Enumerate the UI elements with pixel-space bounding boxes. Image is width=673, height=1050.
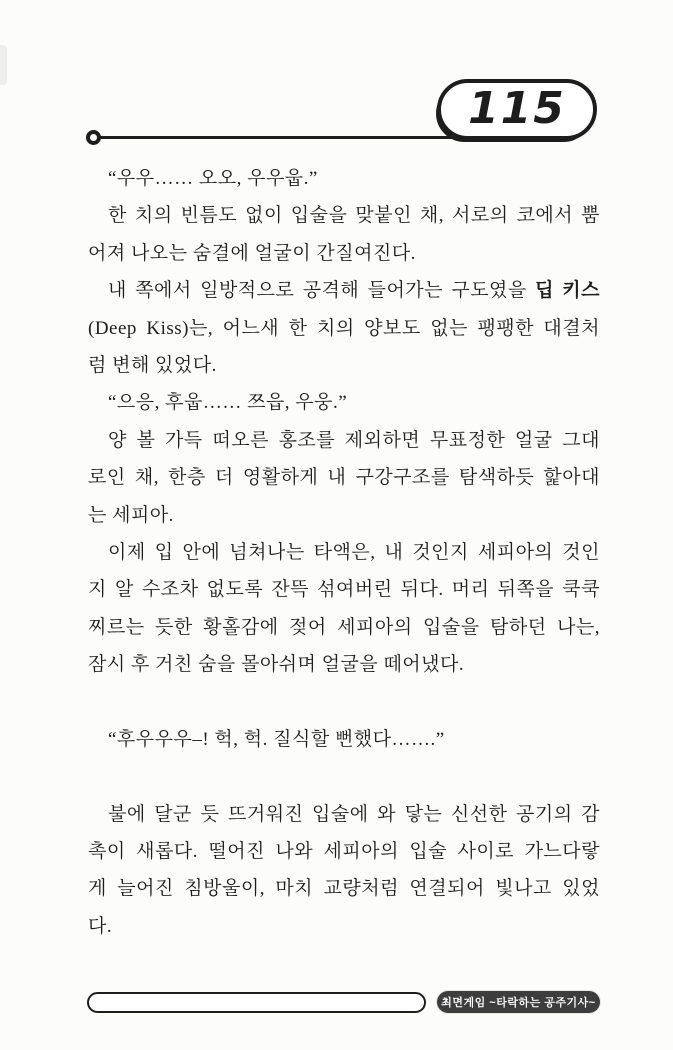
narration-line: 지 알 수조차 없도록 잔뜩 섞여버린 뒤다. 머리 뒤쪽을 쿡쿡 bbox=[88, 579, 600, 601]
series-title-badge bbox=[437, 991, 600, 1013]
narration-line: 찌르는 듯한 황홀감에 젖어 세피아의 입술을 탐하던 나는, bbox=[88, 616, 600, 638]
narration-line: 로인 채, 한층 더 영활하게 내 구강구조를 탐색하듯 핥아대 bbox=[88, 467, 600, 489]
body-text bbox=[88, 160, 600, 945]
page-number: 115 bbox=[468, 83, 566, 134]
narration-line: 한 치의 빈틈도 없이 입술을 맞붙인 채, 서로의 코에서 뿜 bbox=[108, 205, 600, 227]
header-rule-line bbox=[93, 136, 453, 139]
narration-line: 양 볼 가득 떠오른 홍조를 제외하면 무표정한 얼굴 그대 bbox=[108, 429, 600, 451]
dialogue-line: “우우…… 오오, 우우웁.” bbox=[108, 168, 318, 189]
narration-line: 잠시 후 거친 숨을 몰아쉬며 얼굴을 떼어냈다. bbox=[88, 654, 465, 676]
blank-line bbox=[88, 683, 600, 720]
narration-line: 이제 입 안에 넘쳐나는 타액은, 내 것인지 세피아의 것인 bbox=[108, 541, 600, 563]
page-number-badge bbox=[437, 79, 597, 140]
blank-line bbox=[88, 758, 600, 795]
narration-line: 촉이 새롭다. 떨어진 나와 세피아의 입술 사이로 가느다랗 bbox=[88, 841, 600, 863]
rule-end-circle-icon bbox=[86, 130, 101, 145]
narration-line: 내 쪽에서 일방적으로 공격해 들어가는 구도였을 딥 키스 bbox=[108, 280, 600, 302]
narration-line: (Deep Kiss)는, 어느새 한 치의 양보도 없는 팽팽한 대결처 bbox=[88, 317, 600, 339]
narration-line: 불에 달군 듯 뜨거워진 입술에 와 닿는 신선한 공기의 감 bbox=[108, 803, 600, 825]
narration-line: 게 늘어진 침방울이, 마치 교량처럼 연결되어 빛나고 있었 bbox=[88, 878, 600, 900]
scan-artifact bbox=[0, 45, 7, 85]
narration-line: 다. bbox=[88, 915, 113, 937]
dialogue-line: “후우우우–! 헉, 헉. 질식할 뻔했다…….” bbox=[108, 728, 445, 750]
narration-line: 어져 나오는 숨결에 얼굴이 간질여진다. bbox=[88, 242, 416, 264]
narration-line: 는 세피아. bbox=[88, 504, 174, 526]
footer-empty-pill bbox=[87, 992, 426, 1013]
narration-line: 럼 변해 있었다. bbox=[88, 354, 217, 376]
series-title: 최면게임 ~타락하는 공주기사~ bbox=[441, 997, 596, 1009]
dialogue-line: “으응, 후웁…… 쯔읍, 우웅.” bbox=[108, 392, 348, 414]
